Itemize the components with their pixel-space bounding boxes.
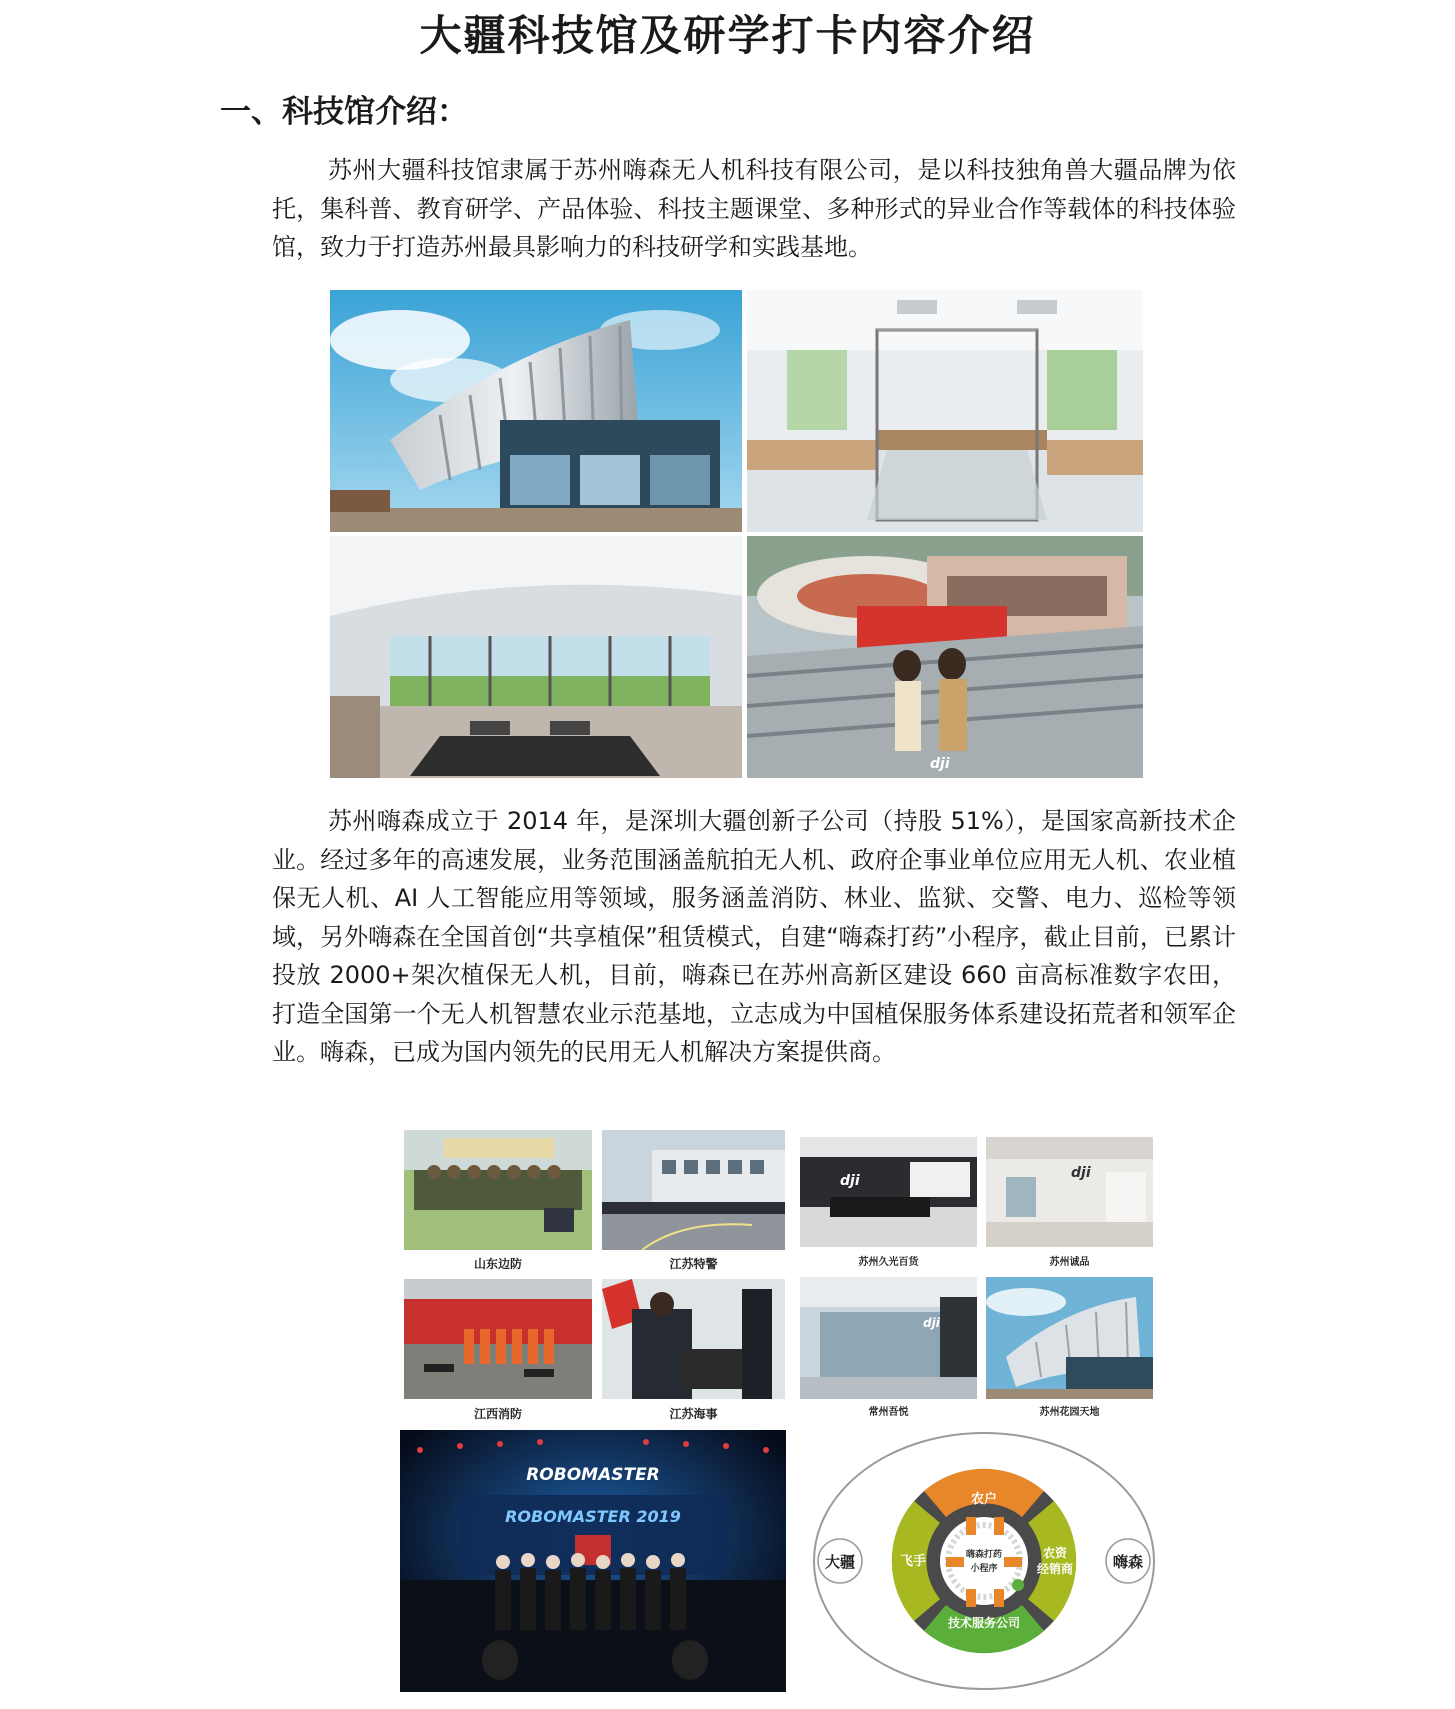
diagram-dealer-label-1: 农资 xyxy=(1042,1546,1068,1560)
diagram-center-label-2: 小程序 xyxy=(970,1564,998,1574)
rooftop-visitors-photo xyxy=(747,536,1143,778)
business-model-diagram xyxy=(808,1425,1160,1697)
diagram-hisen-label: 嗨森 xyxy=(1112,1553,1144,1571)
dji-logo: dji xyxy=(1071,1165,1091,1181)
gallery-photo-jiangsu-maritime xyxy=(602,1279,785,1399)
diagram-center-label-1: 嗨森打药 xyxy=(965,1550,1003,1560)
gallery-photo-changzhou-wuyue xyxy=(800,1277,977,1399)
dji-logo: dji xyxy=(930,756,950,772)
gallery-caption: 苏州诚品 xyxy=(1049,1257,1090,1268)
robomaster-stage-photo xyxy=(400,1430,786,1692)
gallery-caption: 山东边防 xyxy=(473,1257,522,1271)
gallery-photo-suzhou-jiuguang xyxy=(800,1137,977,1247)
section-heading: 一、科技馆介绍： xyxy=(220,94,468,130)
diagram-dji-label: 大疆 xyxy=(824,1553,856,1571)
dji-logo: dji xyxy=(840,1173,860,1189)
dji-logo: dji xyxy=(923,1316,940,1330)
gallery-photo-suzhou-eslite xyxy=(986,1137,1153,1247)
building-exterior-photo xyxy=(330,290,742,532)
interior-lounge-photo xyxy=(330,536,742,778)
diagram-service-label: 技术服务公司 xyxy=(947,1616,1021,1630)
gallery-caption: 江苏特警 xyxy=(669,1257,718,1271)
gallery-caption: 江苏海事 xyxy=(669,1407,718,1421)
gallery-caption: 江西消防 xyxy=(473,1407,522,1421)
gallery-photo-jiangsu-swat xyxy=(602,1130,785,1250)
intro-paragraph: 苏州大疆科技馆隶属于苏州嗨森无人机科技有限公司，是以科技独角兽大疆品牌为依托，集科普、教育研学、产品体验、科技主题课堂、多种形式的异业合作等载体的科技体验馆，致力于打造苏州最具影响力的科技研学和实践基地。 xyxy=(272,156,1236,261)
robomaster-banner: ROBOMASTER xyxy=(526,1465,660,1485)
glass-showroom-photo xyxy=(747,290,1143,532)
diagram-farmer-label: 农户 xyxy=(970,1492,998,1507)
robomaster-screen-title: ROBOMASTER 2019 xyxy=(505,1507,681,1526)
company-paragraph: 苏州嗨森成立于 2014 年，是深圳大疆创新子公司（持股 51%），是国家高新技术企业。经过多年的高速发展，业务范围涵盖航拍无人机、政府企事业单位应用无人机、农业植保无人机、AI 人工智能应用等领域，服务涵盖消防、林业、监狱、交警、电力、巡检等领域，另外嗨森在全国首创“共享植保”租赁模式，自建“嗨森打药”小程序，截止目前，已累计投放 2000+架次植保无人机，目前，嗨森已在苏州高新区建设 660 亩高标准数字农田，打造全国第一个无人机智慧农业示范基地，立志成为中国植保服务体系建设拓荒者和领军企业。嗨森，已成为国内领先的民用无人机解决方案提供商。 xyxy=(272,807,1236,1066)
document-title: 大疆科技馆及研学打卡内容介绍 xyxy=(419,11,1036,60)
gallery-caption: 苏州花园天地 xyxy=(1039,1407,1100,1418)
gallery-photo-shandong xyxy=(404,1130,592,1250)
gallery-caption: 苏州久光百货 xyxy=(858,1257,919,1268)
diagram-pilot-label: 飞手 xyxy=(899,1554,927,1569)
diagram-dealer-label-2: 经销商 xyxy=(1036,1562,1074,1576)
gallery-photo-suzhou-garden xyxy=(986,1277,1153,1399)
gallery-photo-jiangxi-fire xyxy=(404,1279,592,1399)
gallery-caption: 常州吾悦 xyxy=(868,1407,909,1418)
